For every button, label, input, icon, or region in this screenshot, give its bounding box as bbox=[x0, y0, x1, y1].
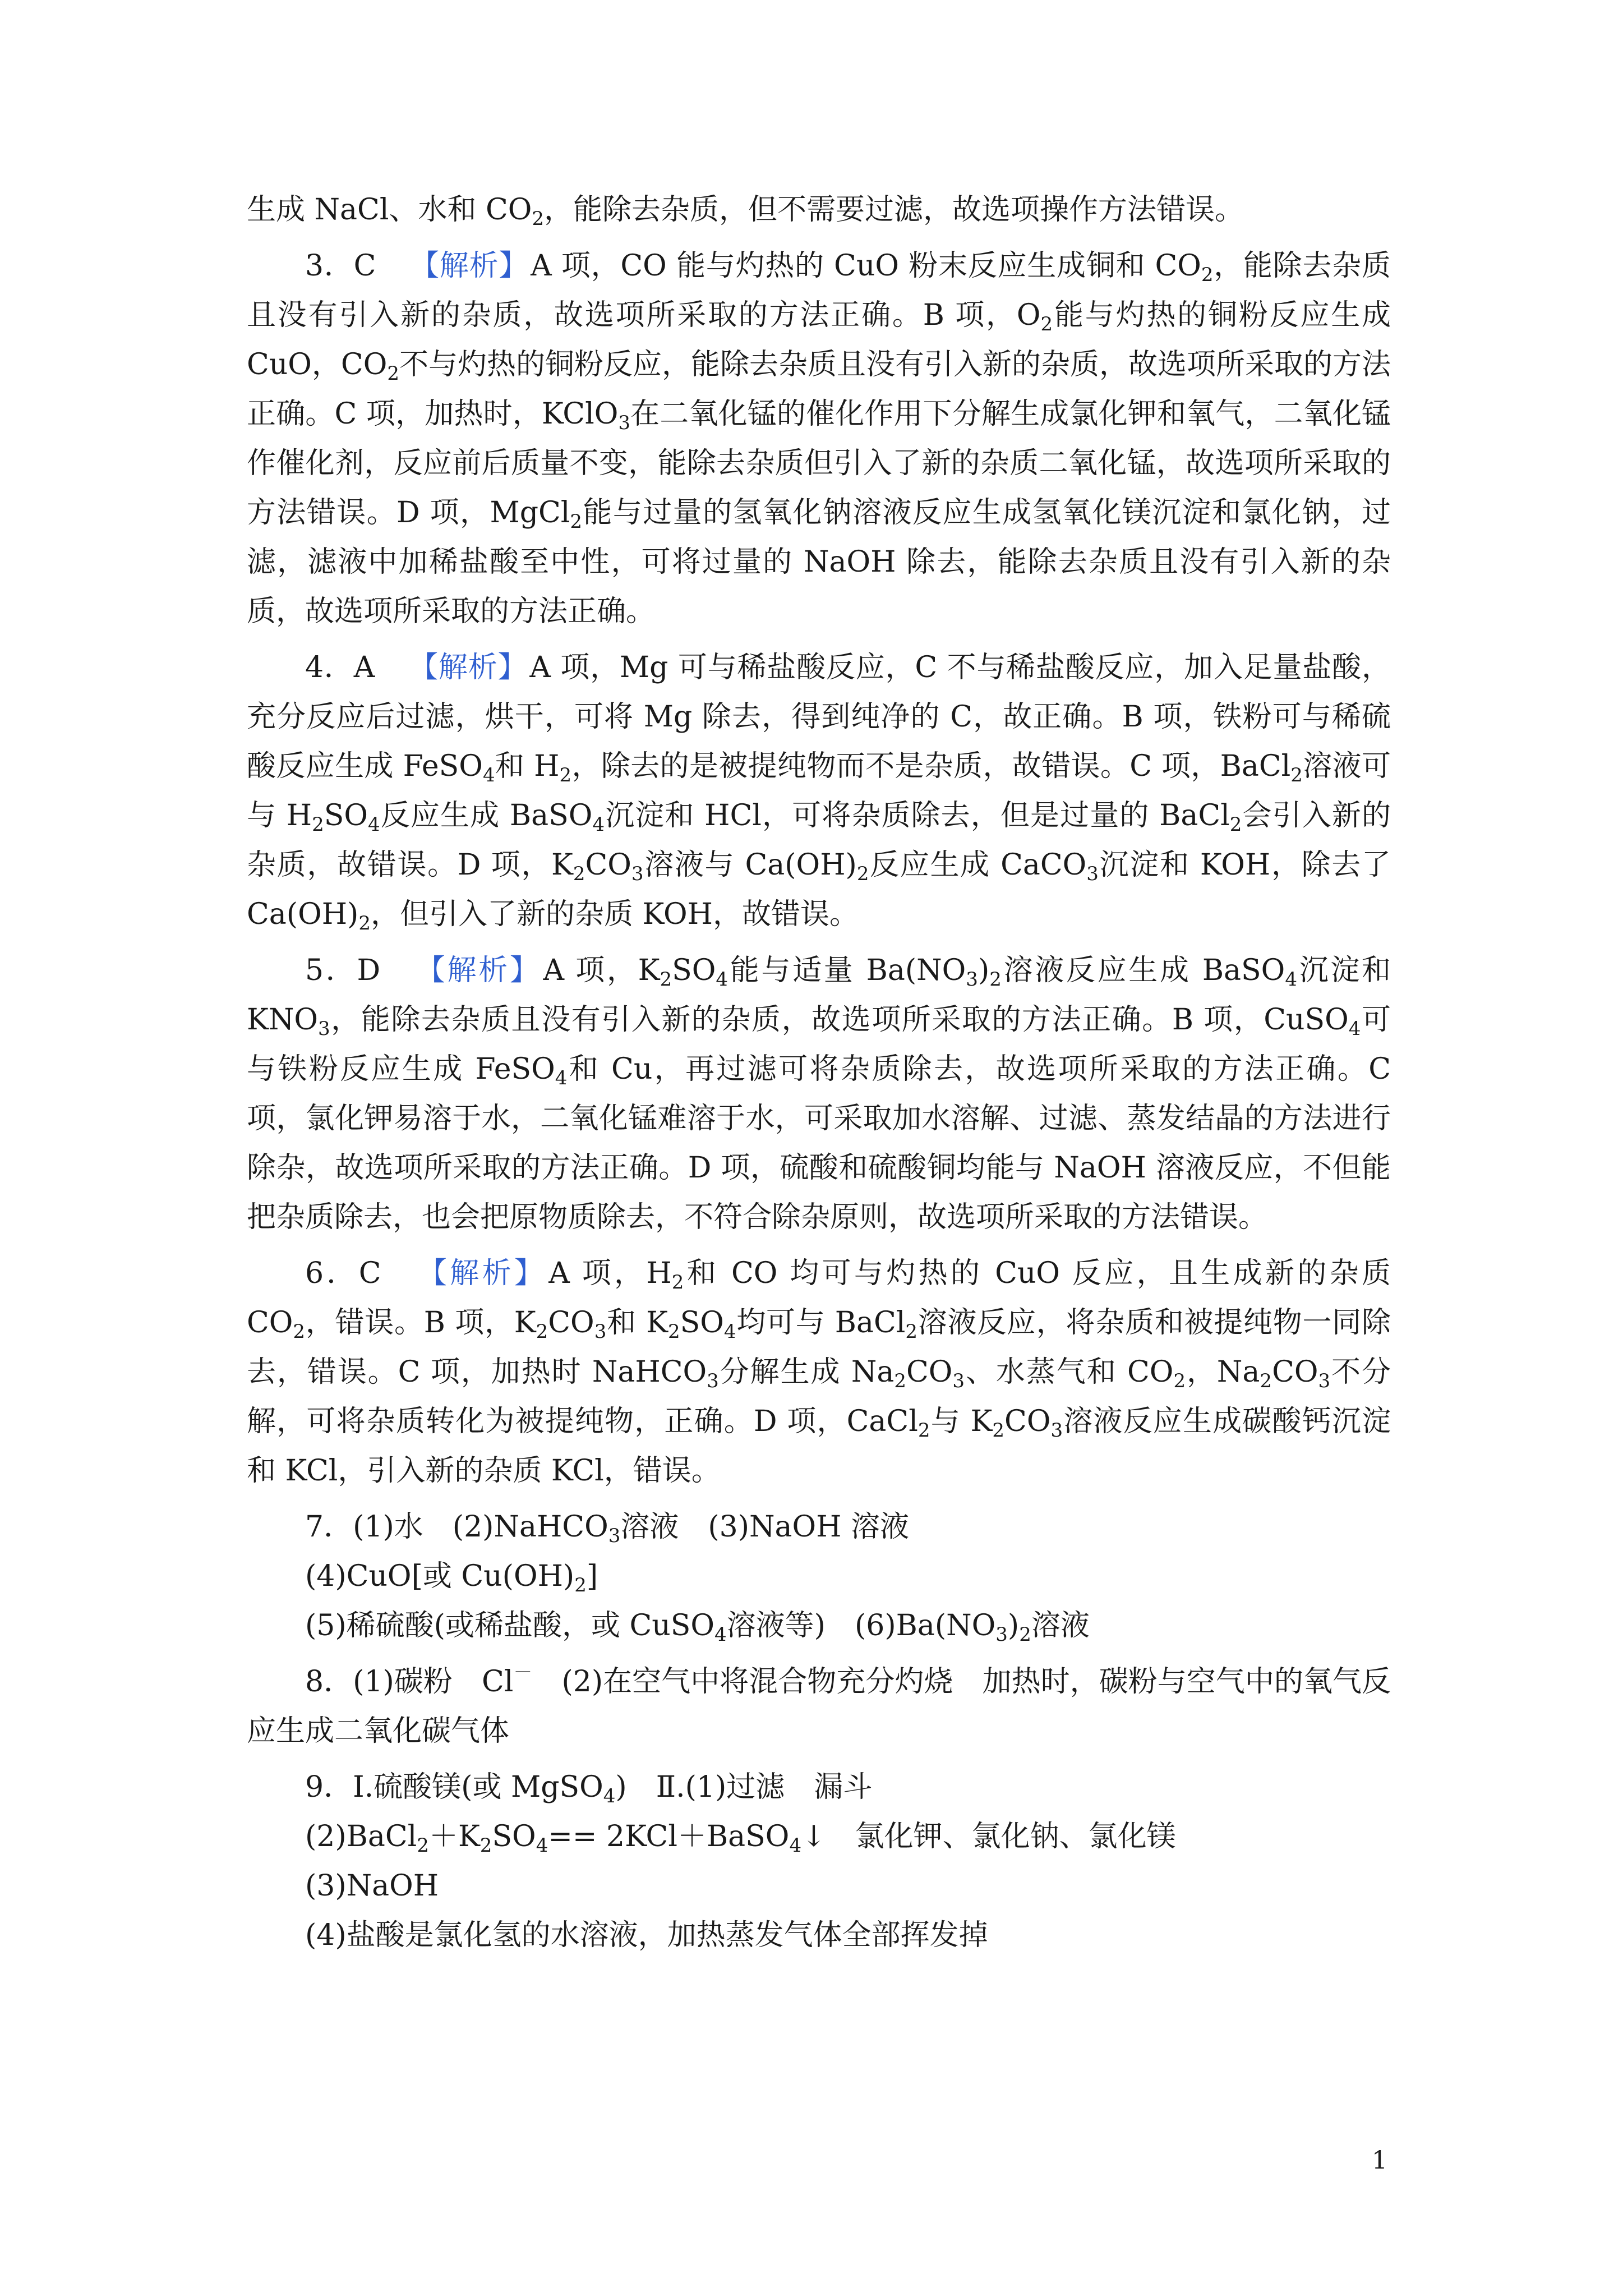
answer-9-line-1: 9．Ⅰ.硫酸镁(或 MgSO$_4$) Ⅱ.(1)过滤 漏斗 bbox=[305, 1770, 873, 1807]
answer-7-line-2: (4)CuO[或 $Cu(OH)_2$] bbox=[305, 1559, 598, 1596]
answer-9-line-2: $(2)BaCl_2+K_2SO_4==$ 2KCl＋BaSO$_4$↓ 氯化钾、氯化钠、氯化镁 bbox=[305, 1820, 1176, 1857]
analysis-tag: 【解析】 bbox=[409, 249, 529, 283]
answer-6: 6．C 【解析】A 项，$H_2$和 CO 均可与灼热的 CuO 反应，且生成新的杂质 $CO_2$，错误。B 项，$K_2CO_3$和 $K_2SO_4$均可与 BaCl$_2$溶液反应，将杂质和被提纯物一同除去，错误。C 项，加热时 NaHCO$_3$分解生成 $Na_2CO_3$、水蒸气和 $CO_2$，$Na_2CO_3$不分解，可将杂质转化为被提纯物，正确。D 项，CaCl$_2$与 $K_2CO_3$溶液反应生成碳酸钙沉淀和 KCl，引入新的杂质 KCl，错误。 bbox=[247, 1257, 1391, 1488]
page-number: 1 bbox=[1372, 2146, 1387, 2175]
answer-4: 4．A 【解析】A 项，Mg 可与稀盐酸反应，C 不与稀盐酸反应，加入足量盐酸，充分反应后过滤，烘干，可将 Mg 除去，得到纯净的 C，故正确。B 项，铁粉可与稀硫酸反应生成 FeSO$_4$和 $H_2$，除去的是被提纯物而不是杂质，故错误。C 项，BaCl$_2$溶液可与 $H_2SO_4$反应生成 BaSO$_4$沉淀和 HCl，可将杂质除去，但是过量的 BaCl$_2$会引入新的杂质，故错误。D 项，$K_2CO_3$溶液与 $Ca(OH)_2$反应生成 CaCO$_3$沉淀和 KOH，除去了 $Ca(OH)_2$，但引入了新的杂质 KOH，故错误。 bbox=[247, 651, 1391, 935]
analysis-tag: 【解析】 bbox=[414, 1257, 547, 1290]
analysis-tag: 【解析】 bbox=[408, 651, 528, 684]
answer-8: 8．(1)碳粉 Cl－ (2)在空气中将混合物充分灼烧 加热时，碳粉与空气中的氧气反应生成二氧化碳气体 bbox=[247, 1662, 1391, 1748]
answer-7-line-1: 7．(1)水 (2)NaHCO$_3$溶液 (3)NaOH 溶液 bbox=[305, 1510, 910, 1547]
paragraph-continuation: 生成 NaCl、水和 $CO_2$，能除去杂质，但不需要过滤，故选项操作方法错误。 bbox=[247, 193, 1244, 230]
question-number: 5．D bbox=[305, 954, 381, 987]
answer-7-line-3: (5)稀硫酸(或稀盐酸，或 CuSO$_4$溶液等) $(6)Ba(NO_3)_2$溶液 bbox=[305, 1609, 1090, 1646]
answer-5: 5．D 【解析】A 项，$K_2SO_4$能与适量 $Ba(NO_3)_2$溶液反应生成 BaSO$_4$沉淀和 $KNO_3$，能除去杂质且没有引入新的杂质，故选项所采取的方法正确。B 项，CuSO$_4$可与铁粉反应生成 FeSO$_4$和 Cu，再过滤可将杂质除去，故选项所采取的方法正确。C 项，氯化钾易溶于水，二氧化锰难溶于水，可采取加水溶解、过滤、蒸发结晶的方法进行除杂，故选项所采取的方法正确。D 项，硫酸和硫酸铜均能与 NaOH 溶液反应，不但能把杂质除去，也会把原物质除去，不符合除杂原则，故选项所采取的方法错误。 bbox=[247, 954, 1391, 1234]
answer-3: 3．C 【解析】A 项，CO 能与灼热的 CuO 粉末反应生成铜和 $CO_2$，能除去杂质且没有引入新的杂质，故选项所采取的方法正确。B 项，$O_2$能与灼热的铜粉反应生成 CuO，$CO_2$不与灼热的铜粉反应，能除去杂质且没有引入新的杂质，故选项所采取的方法正确。C 项，加热时，KClO$_3$在二氧化锰的催化作用下分解生成氯化钾和氧气，二氧化锰作催化剂，反应前后质量不变，能除去杂质但引入了新的杂质二氧化锰，故选项所采取的方法错误。D 项，MgCl$_2$能与过量的氢氧化钠溶液反应生成氢氧化镁沉淀和氯化钠，过滤，滤液中加稀盐酸至中性，可将过量的 NaOH 除去，能除去杂质且没有引入新的杂质，故选项所采取的方法正确。 bbox=[247, 249, 1391, 628]
question-number: 7． bbox=[305, 1510, 353, 1544]
answer-9-line-3: (3)NaOH bbox=[305, 1869, 439, 1903]
answer-9 bbox=[247, 1763, 1391, 1960]
question-number: 9． bbox=[305, 1770, 353, 1804]
question-number: 3．C bbox=[305, 249, 376, 283]
question-number: 4．A bbox=[305, 651, 375, 684]
question-number: 6．C bbox=[305, 1257, 381, 1290]
question-number: 8． bbox=[305, 1665, 353, 1699]
answer-7 bbox=[247, 1502, 1391, 1650]
answer-9-line-4: (4)盐酸是氯化氢的水溶液，加热蒸发气体全部挥发掉 bbox=[305, 1918, 988, 1952]
analysis-tag: 【解析】 bbox=[414, 954, 541, 987]
answer-page bbox=[247, 185, 1391, 1960]
